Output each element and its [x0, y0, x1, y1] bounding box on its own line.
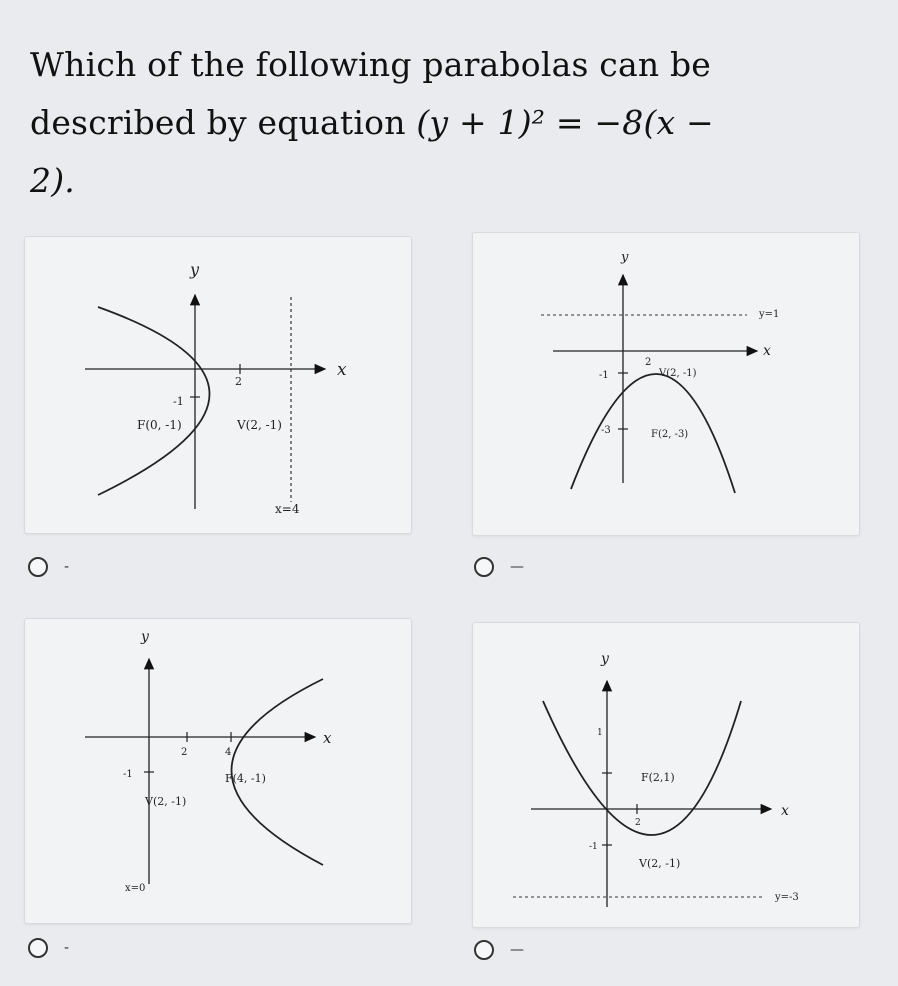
option-d-graph — [473, 623, 859, 927]
directrix-label: x=4 — [275, 502, 300, 516]
option-a-graph — [25, 237, 411, 533]
x-axis-label: x — [781, 803, 789, 819]
option-c-label: - — [64, 940, 70, 956]
tick-label-y1: -1 — [599, 370, 609, 381]
tick-label-x: 2 — [235, 375, 242, 388]
vertex-label: V(2, -1) — [659, 368, 697, 379]
focus-label: F(2,1) — [641, 771, 675, 784]
x-axis-label: x — [323, 729, 332, 747]
focus-label: F(4, -1) — [225, 772, 266, 785]
option-d-graph-card[interactable] — [472, 622, 860, 928]
y-axis-label: y — [621, 250, 629, 265]
option-c-radio[interactable] — [28, 938, 48, 958]
tick-label-x: 2 — [635, 818, 641, 828]
option-d-radio[interactable] — [474, 940, 494, 960]
option-d-label: — — [510, 942, 524, 958]
focus-label: F(2, -3) — [651, 429, 689, 440]
option-b-label: — — [510, 559, 524, 575]
y-axis-label: y — [601, 651, 609, 667]
option-a-radio[interactable] — [28, 557, 48, 577]
tick-label-x: 2 — [645, 357, 652, 368]
directrix-label: y=1 — [759, 309, 780, 320]
tick-label-y2: -1 — [589, 842, 598, 852]
y-axis-label: y — [190, 260, 200, 279]
option-d-choice[interactable] — [474, 940, 524, 960]
option-c-graph — [25, 619, 411, 923]
vertex-label: V(2, -1) — [145, 795, 187, 808]
tick-label-y: -1 — [173, 395, 184, 408]
option-a-label: - — [64, 559, 70, 575]
parabola-curve — [543, 701, 741, 835]
question-text — [30, 36, 750, 210]
parabola-curve — [98, 307, 210, 495]
x-axis-label: x — [337, 360, 347, 380]
y-axis-label: y — [141, 629, 149, 645]
question-equation: (y + 1)² = −8(x − 2). — [30, 103, 714, 200]
tick-label-x1: 2 — [181, 747, 188, 758]
x-axis-label: x — [763, 343, 771, 359]
tick-label-x2: 4 — [225, 747, 232, 758]
focus-label: F(0, -1) — [137, 418, 182, 432]
option-a-choice[interactable] — [28, 557, 69, 577]
option-b-graph-card[interactable] — [472, 232, 860, 536]
option-c-graph-card[interactable] — [24, 618, 412, 924]
directrix-label: y=-3 — [775, 892, 799, 903]
option-c-choice[interactable] — [28, 938, 69, 958]
directrix-label: x=0 — [125, 883, 146, 894]
option-b-choice[interactable] — [474, 557, 524, 577]
vertex-label: V(2, -1) — [639, 857, 681, 870]
vertex-label: V(2, -1) — [237, 418, 282, 432]
tick-label-y: -1 — [123, 769, 133, 780]
option-a-graph-card[interactable] — [24, 236, 412, 534]
tick-label-y1: 1 — [597, 728, 603, 738]
question-prompt: Which of the following parabolas can be described by equation — [30, 45, 712, 142]
option-b-graph — [473, 233, 859, 535]
tick-label-y2: -3 — [601, 425, 611, 436]
option-b-radio[interactable] — [474, 557, 494, 577]
